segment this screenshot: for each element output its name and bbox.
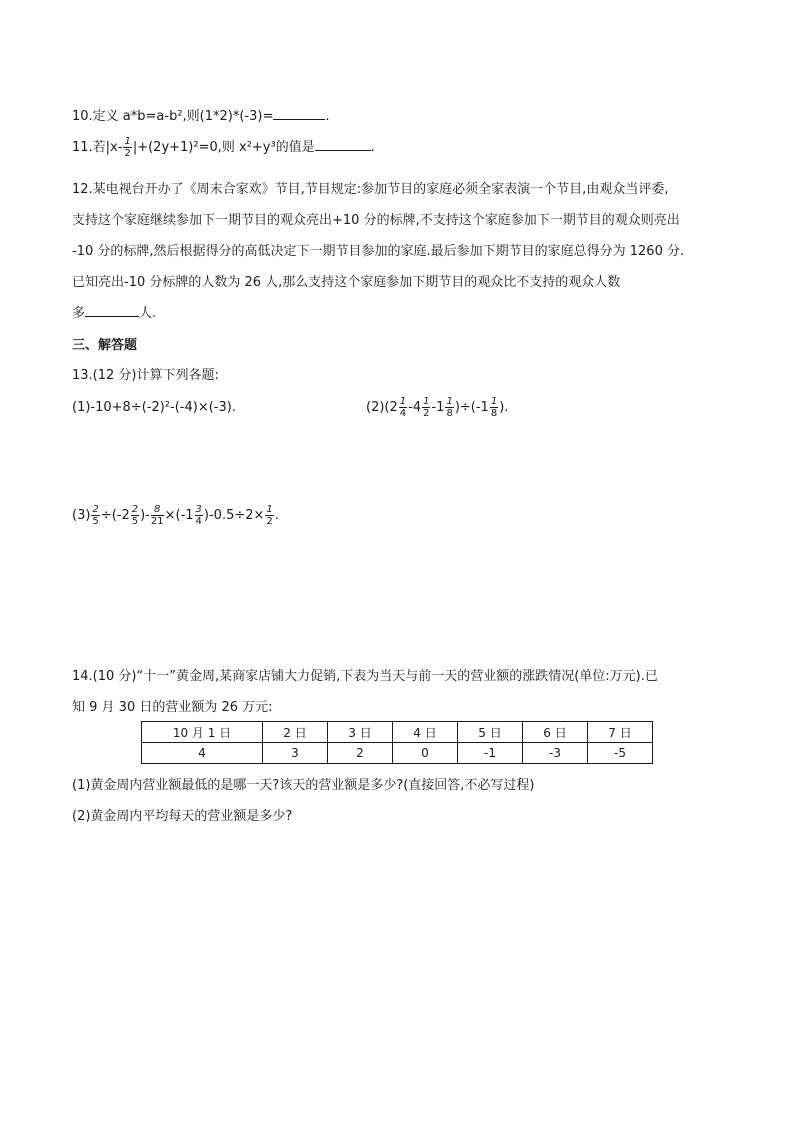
q11-fraction: $\frac{1}{2}$	[124, 136, 131, 159]
table-header-cell: 4 日	[393, 722, 458, 743]
q13-title: 13.(12 分)计算下列各题:	[72, 368, 219, 383]
q14-sub-2: (2)黄金周内平均每天的营业额是多少?	[72, 809, 293, 824]
q10-text: 10.定义 a*b=a-b²,则(1*2)*(-3)=	[72, 109, 274, 124]
q12-line-2: 支持这个家庭继续参加下一期节目的观众亮出+10 分的标牌,不支持这个家庭参加下一期节目的观众则亮出	[72, 213, 680, 228]
table-cell: 4	[142, 743, 263, 764]
sales-change-table	[141, 721, 653, 764]
q13-part-2: (2)(2 $\frac{1}{4}$ -4 $\frac{1}{2}$ -1 $\frac{1}{8}$ )÷(-1 $\frac{1}{8}$ ).	[366, 396, 509, 419]
table-cell: -5	[588, 743, 653, 764]
table-cell: 3	[263, 743, 328, 764]
q11-post: |+(2y+1)²=0,则 x²+y³的值是	[132, 140, 315, 155]
table-cell: 0	[393, 743, 458, 764]
table-row	[142, 743, 653, 764]
q12-answer-blank	[85, 304, 139, 317]
q12-line-1: 12.某电视台开办了《周末合家欢》节目,节目规定:参加节目的家庭必须全家表演一个节目,由观众当评委,	[72, 182, 669, 197]
q14-line-1: 14.(10 分)“十一”黄金周,某商家店铺大力促销,下表为当天与前一天的营业额的涨跌情况(单位:万元).已	[72, 669, 658, 684]
table-cell: -1	[458, 743, 523, 764]
question-10	[72, 105, 330, 124]
q11-answer-blank	[315, 138, 371, 151]
q12-line-5: 多 人.	[72, 306, 157, 321]
q10-answer-blank	[273, 107, 325, 120]
q12-line-3: -10 分的标牌,然后根据得分的高低决定下一期节目参加的家庭.最后参加下期节目的家庭总得分为 1260 分.	[72, 244, 685, 259]
q13-part-3: (3) $\frac{2}{5}$ ÷(-2 $\frac{2}{5}$ )- $\frac{8}{21}$ ×(-1 $\frac{3}{4}$ )-0.5÷2× $\frac{1}{2}$ .	[72, 504, 279, 527]
q13-part-1: (1)-10+8÷(-2)²-(-4)×(-3).	[72, 400, 236, 415]
q14-line-2: 知 9 月 30 日的营业额为 26 万元:	[72, 700, 273, 715]
question-11	[72, 136, 375, 159]
table-header-row	[142, 722, 653, 743]
table-header-cell: 10 月 1 日	[142, 722, 263, 743]
table-cell: 2	[328, 743, 393, 764]
q14-sub-1: (1)黄金周内营业额最低的是哪一天?该天的营业额是多少?(直接回答,不必写过程)	[72, 778, 535, 793]
table-header-cell: 6 日	[523, 722, 588, 743]
q10-end: .	[325, 109, 330, 124]
table-cell: -3	[523, 743, 588, 764]
table-header-cell: 3 日	[328, 722, 393, 743]
table-header-cell: 5 日	[458, 722, 523, 743]
q11-pre: 11.若|x-	[72, 140, 123, 155]
q11-end: .	[370, 140, 375, 155]
table-header-cell: 7 日	[588, 722, 653, 743]
q12-line-4: 已知亮出-10 分标牌的人数为 26 人,那么支持这个家庭参加下期节目的观众比不支持的观众人数	[72, 275, 621, 290]
table-header-cell: 2 日	[263, 722, 328, 743]
section-3-heading: 三、解答题	[72, 338, 138, 353]
